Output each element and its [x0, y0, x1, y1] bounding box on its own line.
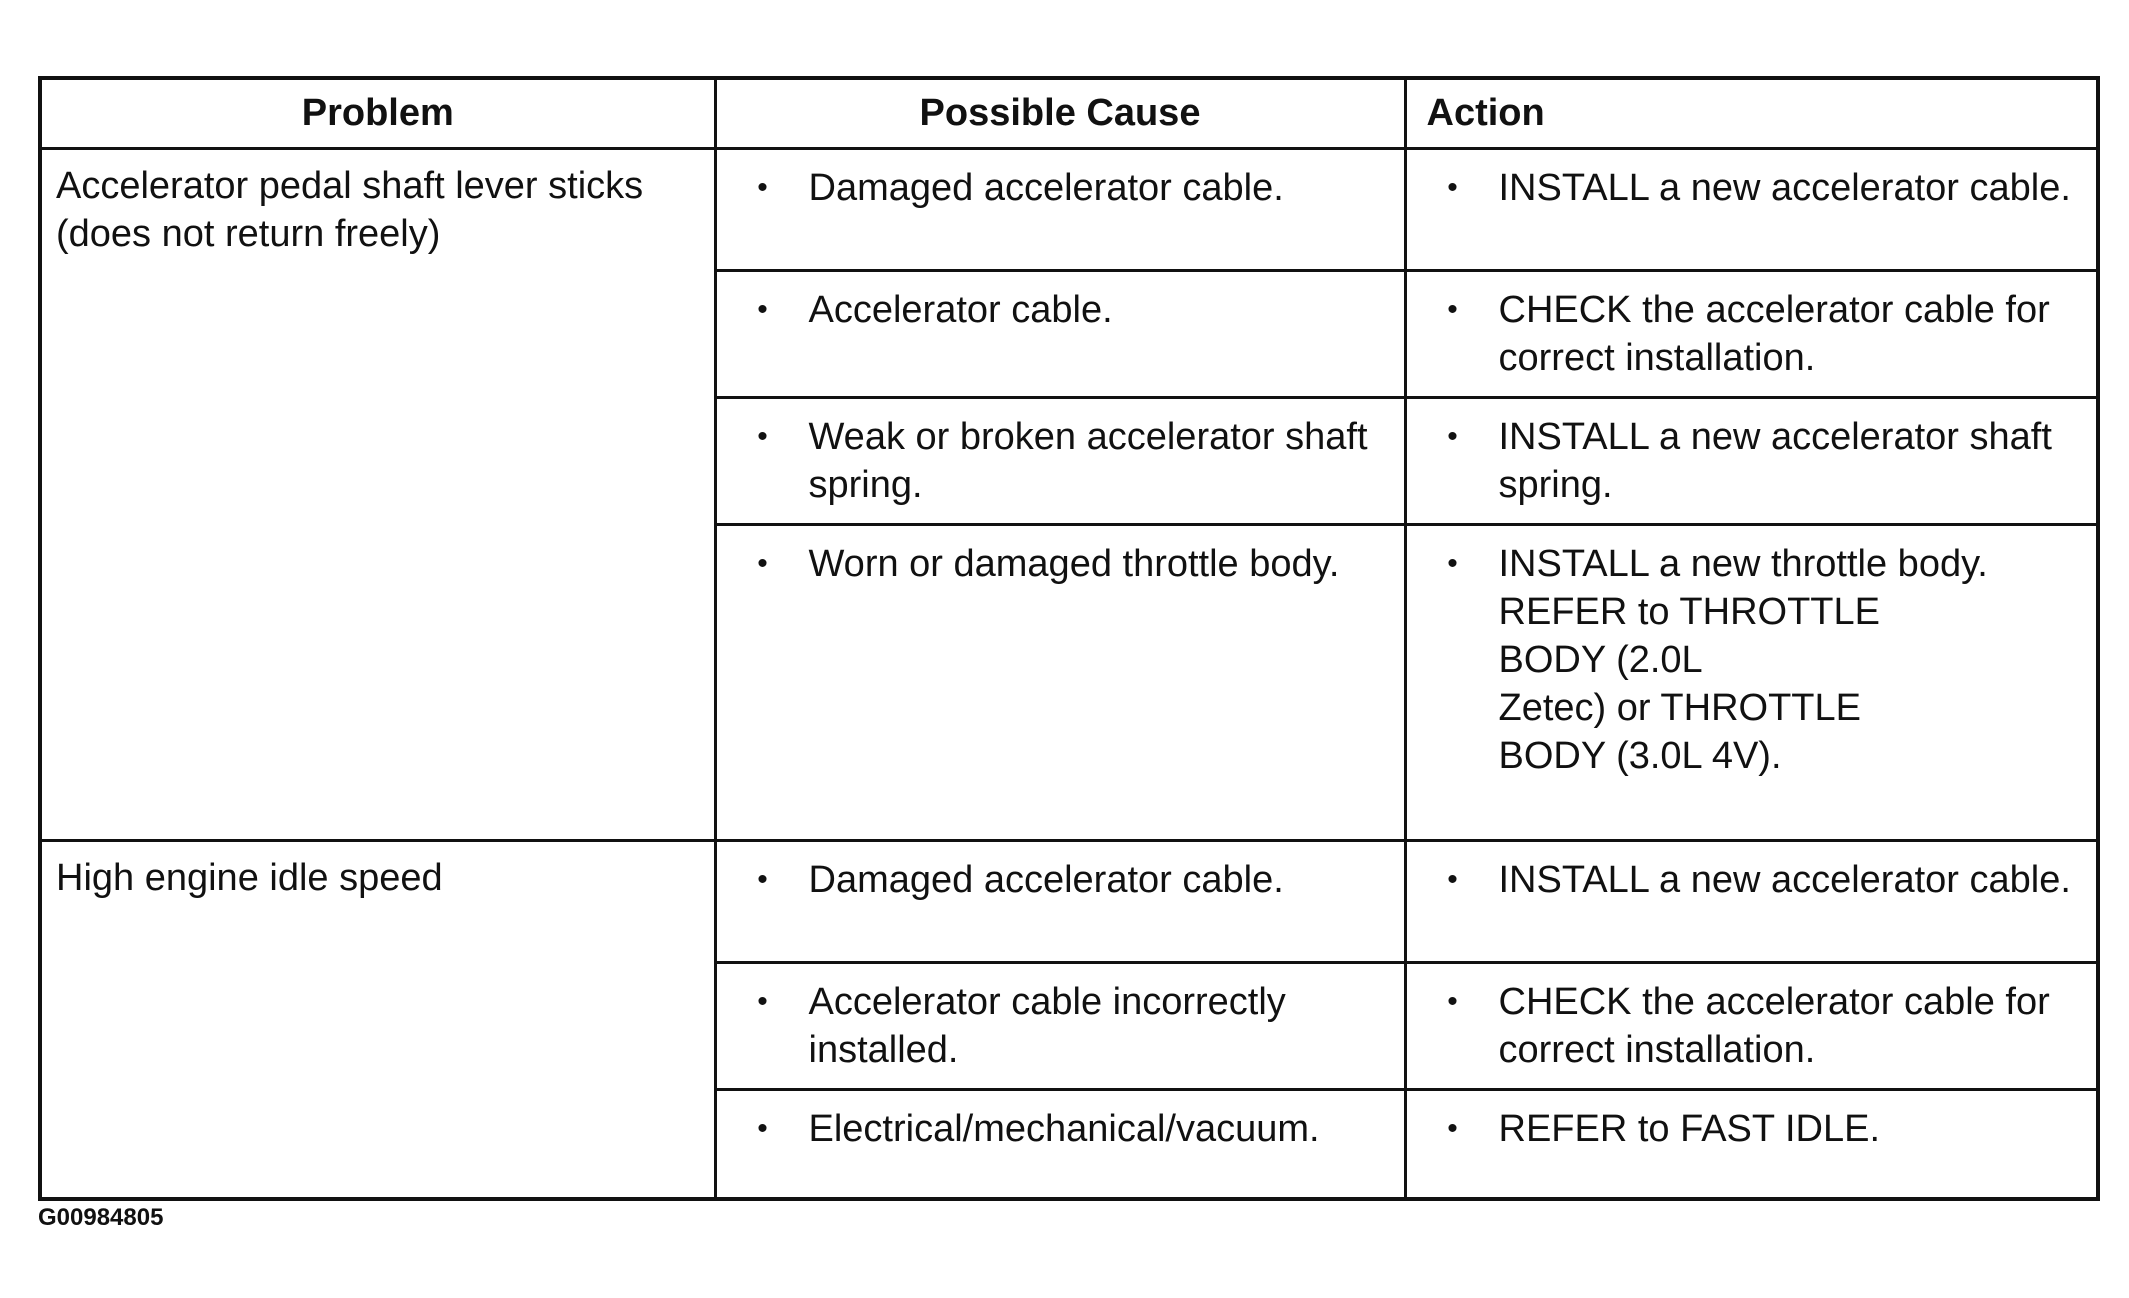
cause-cell — [715, 1089, 1405, 1199]
action-cell — [1405, 397, 2098, 524]
bullet: • — [1447, 984, 1458, 1018]
action-text: CHECK the accelerator cable for correct installation. — [1498, 288, 2050, 379]
action-cell — [1405, 270, 2098, 397]
bullet: • — [757, 984, 768, 1018]
bullet: • — [757, 292, 768, 326]
action-cell — [1405, 1089, 2098, 1199]
diagnosis-table — [38, 76, 2100, 1201]
cause-text: Electrical/mechanical/vacuum. — [808, 1107, 1320, 1150]
bullet: • — [1447, 419, 1458, 453]
bullet: • — [757, 862, 768, 896]
problem-cell: High engine idle speed — [40, 840, 715, 1199]
bullet: • — [757, 419, 768, 453]
cause-text: Worn or damaged throttle body. — [808, 542, 1340, 585]
bullet: • — [757, 546, 768, 580]
action-text: REFER to FAST IDLE. — [1498, 1107, 1881, 1150]
header-problem: Problem — [40, 78, 715, 148]
bullet: • — [1447, 1111, 1458, 1145]
cause-text: Damaged accelerator cable. — [808, 166, 1284, 209]
cause-cell — [715, 270, 1405, 397]
cause-text: Accelerator cable. — [808, 288, 1113, 331]
cause-cell — [715, 962, 1405, 1089]
header-action: Action — [1405, 78, 2098, 148]
bullet: • — [757, 1111, 768, 1145]
bullet: • — [1447, 546, 1458, 580]
problem-cell: Accelerator pedal shaft lever sticks (does not return freely) — [40, 148, 715, 840]
cause-text: Accelerator cable incorrectly installed. — [808, 980, 1286, 1071]
action-cell — [1405, 524, 2098, 840]
action-text: INSTALL a new accelerator shaft spring. — [1498, 415, 2052, 506]
cause-cell — [715, 840, 1405, 962]
action-text: INSTALL a new throttle body. REFER to THROTTLE BODY (2.0L Zetec) or THROTTLE BODY (3.0L 4V). — [1498, 542, 1988, 777]
cause-cell — [715, 524, 1405, 840]
cause-text: Weak or broken accelerator shaft spring. — [808, 415, 1368, 506]
action-cell — [1405, 962, 2098, 1089]
table-row — [40, 148, 2098, 270]
bullet: • — [1447, 862, 1458, 896]
action-cell — [1405, 148, 2098, 270]
action-text: CHECK the accelerator cable for correct installation. — [1498, 980, 2050, 1071]
bullet: • — [1447, 292, 1458, 326]
table-row — [40, 840, 2098, 962]
header-row — [40, 78, 2098, 148]
header-possible-cause: Possible Cause — [715, 78, 1405, 148]
action-cell — [1405, 840, 2098, 962]
bullet: • — [757, 170, 768, 204]
action-text: INSTALL a new accelerator cable. — [1498, 858, 2071, 901]
cause-cell — [715, 148, 1405, 270]
cause-text: Damaged accelerator cable. — [808, 858, 1284, 901]
action-text: INSTALL a new accelerator cable. — [1498, 166, 2071, 209]
bullet: • — [1447, 170, 1458, 204]
cause-cell — [715, 397, 1405, 524]
figure-id: G00984805 — [38, 1204, 164, 1231]
